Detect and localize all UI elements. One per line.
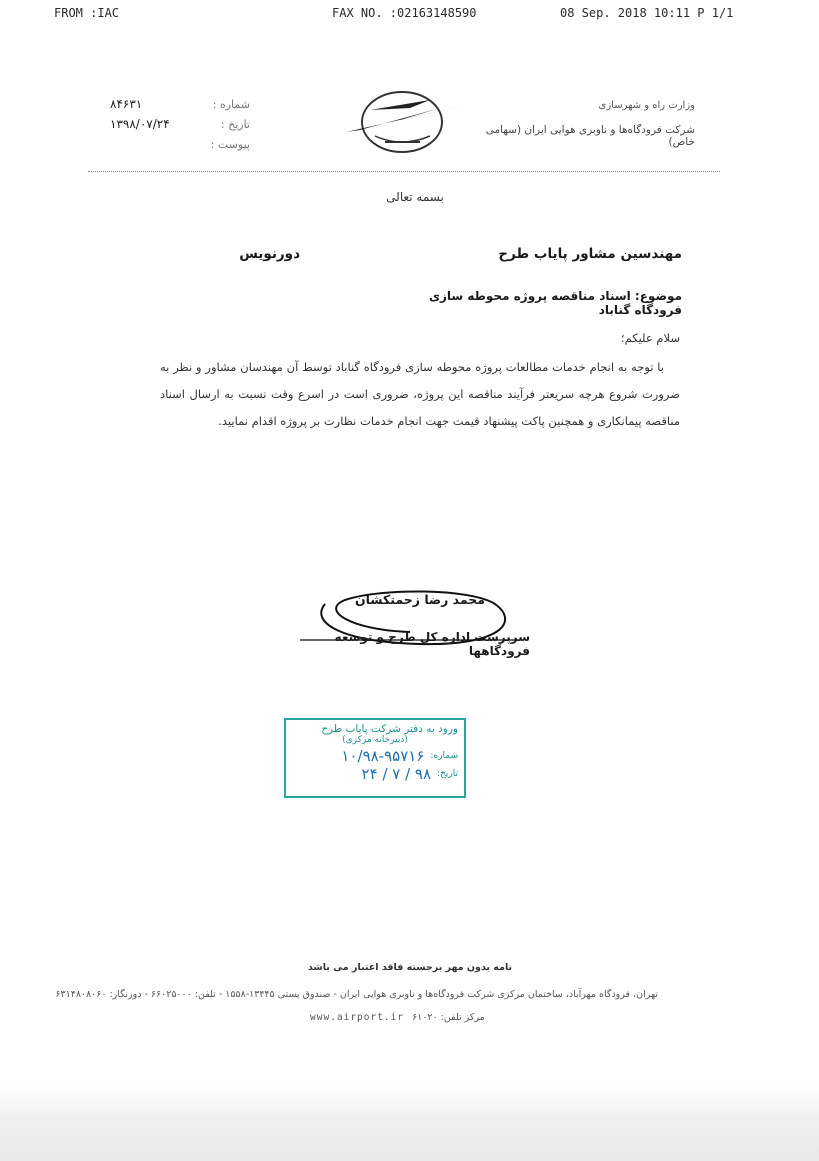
- number-value: ۸۴۶۳۱: [110, 97, 143, 111]
- fax-number: FAX NO. :02163148590: [332, 6, 477, 20]
- signatory-name: محمد رضا زحمتکشان: [354, 592, 485, 607]
- stamp-subheading: (دبیرخانه مرکزی): [342, 735, 408, 745]
- body-paragraph: با توجه به انجام خدمات مطالعات پروژه محوطه سازی فرودگاه گناباد توسط آن مهندسان مشاور و نظر به ضرورت شروع هرچه سریعتر فرآیند مناقصه این پروژه، ضروری است در اسرع وقت نسبت به ارسال اسناد مناقصه پیمانکاری و همچنین پاکت پیشنهاد قیمت جهت انجام خدمات نظارت بر پروژه اقدام نمایید.: [160, 360, 680, 428]
- copy-mode: دورنویس: [239, 246, 300, 262]
- recipient: مهندسین مشاور پایاب طرح: [498, 246, 682, 262]
- footer-call-center: مرکز تلفن: ۶۱۰۲۰: [412, 1012, 485, 1023]
- invocation: بسمه تعالی: [386, 190, 444, 204]
- footer-contact-row: [310, 1012, 510, 1023]
- footer-address: تهران، فرودگاه مهرآباد، ساختمان مرکزی شرکت فرودگاه‌ها و ناوبری هوایی ایران - صندوق پستی ۱۳۴۴۵-۱۵۵۸ - تلفن: ۶۶۰۲۵۰۰۰ - دورنگار: ۶۳۱۴۸۰۸۰۶۰: [55, 989, 658, 1000]
- fax-from: FROM :IAC: [54, 6, 120, 20]
- company-logo: [340, 86, 465, 156]
- number-label: شماره :: [212, 97, 250, 111]
- letter-meta: [110, 94, 250, 154]
- fax-datetime-page: 08 Sep. 2018 10:11 P 1/1: [560, 6, 734, 20]
- receipt-stamp: [284, 718, 466, 798]
- stamp-heading: ورود به دفتر شرکت پایاب طرح: [321, 723, 458, 735]
- signatory-title: سرپرست اداره کل طرح و توسعه فرودگاهها: [334, 630, 530, 658]
- scan-shadow: [0, 1085, 819, 1161]
- attachment-label: پیوست :: [210, 137, 250, 151]
- stamp-number-value: ۱۰/۹۸-۹۵۷۱۶: [341, 747, 425, 765]
- date-label: تاریخ :: [220, 117, 250, 131]
- company-name: شرکت فرودگاه‌ها و ناوبری هوایی ایران (سهامی خاص): [485, 124, 695, 148]
- header-divider: [88, 171, 720, 172]
- stamp-number-label: شماره:: [430, 751, 458, 761]
- footer-notice: نامه بدون مهر برجسته فاقد اعتبار می باشد: [307, 962, 513, 973]
- stamp-date-value: ۹۸ / ۷ / ۲۴: [361, 765, 432, 783]
- subject: موضوع: اسناد مناقصه پروژه محوطه سازی فرودگاه گناباد: [428, 289, 682, 317]
- footer-website: www.airport.ir: [310, 1012, 405, 1023]
- greeting: سلام علیکم؛: [620, 331, 680, 345]
- ministry-name: وزارت راه و شهرسازی: [598, 100, 695, 111]
- stamp-date-label: تاریخ:: [437, 769, 458, 779]
- date-value: ۱۳۹۸/۰۷/۲۴: [110, 117, 170, 131]
